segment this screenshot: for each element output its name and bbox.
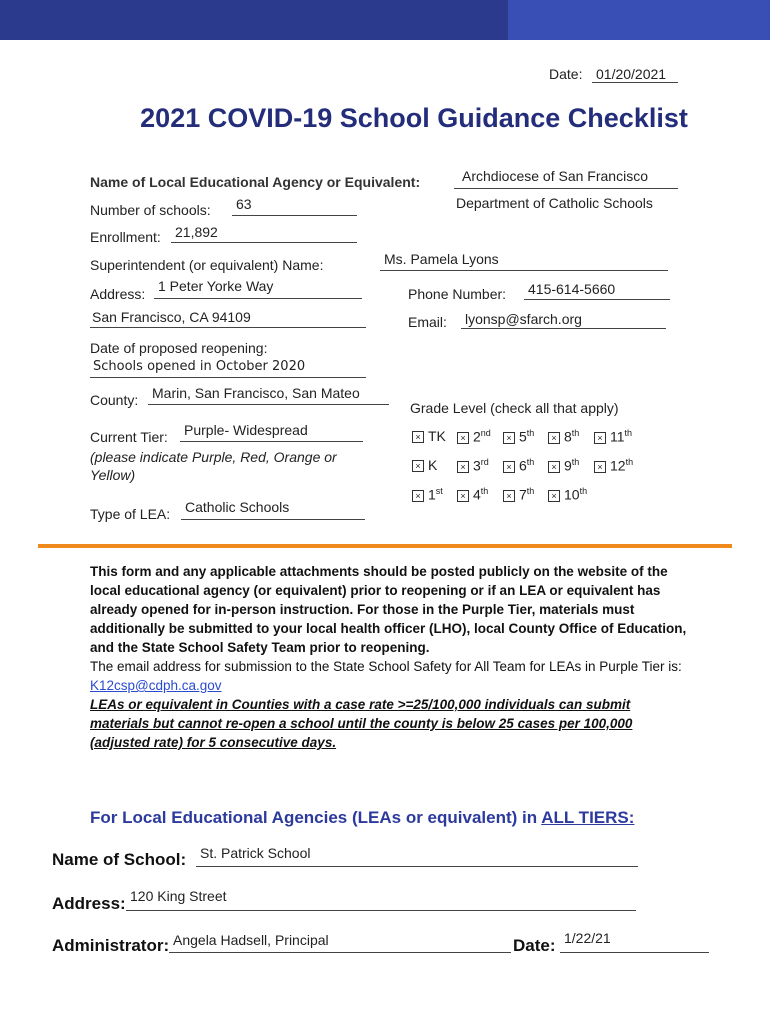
checked-box-icon: × bbox=[412, 490, 424, 502]
grade-checkbox-11th[interactable] bbox=[594, 428, 632, 445]
grade-checkbox-7th[interactable] bbox=[503, 486, 534, 503]
grade-checkbox-4th[interactable] bbox=[457, 486, 488, 503]
grade-label: 12 bbox=[610, 457, 626, 474]
grade-suffix: th bbox=[526, 428, 535, 438]
phone-label: Phone Number: bbox=[408, 286, 507, 302]
grade-checkbox-2nd[interactable] bbox=[457, 428, 491, 445]
checked-box-icon: × bbox=[548, 461, 560, 473]
notice-bold-text: This form and any applicable attachments should be posted publicly on the website of the local educational agency (or equivalent) prior to reopening or if an LEA or equivalent has already opened for in-person instruction. For those in the Purple Tier, materials must additionally be submitted to your local health officer (LHO), local County Office of Education, and the State School Safety Team prior to reopening. bbox=[90, 564, 687, 655]
reopen-line bbox=[90, 377, 366, 378]
checked-box-icon: × bbox=[457, 461, 469, 473]
section-date-line bbox=[560, 952, 709, 953]
checked-box-icon: × bbox=[548, 432, 560, 444]
grade-label: K bbox=[428, 457, 438, 473]
heading-prefix: For Local Educational Agencies (LEAs or equivalent) in bbox=[90, 808, 542, 827]
address-value-2: San Francisco, CA 94109 bbox=[92, 309, 251, 325]
checked-box-icon: × bbox=[503, 461, 515, 473]
checked-box-icon: × bbox=[412, 431, 424, 443]
section-date-label: Date: bbox=[513, 936, 556, 955]
date-label: Date: bbox=[549, 66, 583, 82]
grade-checkbox-1st[interactable] bbox=[412, 486, 443, 503]
email-label: Email: bbox=[408, 314, 447, 330]
enrollment-line bbox=[171, 242, 357, 243]
grade-label: 10 bbox=[564, 486, 580, 503]
tier-value: Purple- Widespread bbox=[184, 422, 308, 438]
lea-value-2: Department of Catholic Schools bbox=[456, 195, 653, 211]
notice-emphasis-text: LEAs or equivalent in Counties with a case rate >=25/100,000 individuals can submit materials but cannot re-open a school until the county is below 25 cases per 100,000 (adjusted rate) for 5 consecutive days. bbox=[90, 697, 633, 750]
grade-checkbox-3rd[interactable] bbox=[457, 457, 489, 474]
checked-box-icon: × bbox=[503, 432, 515, 444]
phone-value: 415-614-5660 bbox=[528, 281, 616, 297]
heading-underlined: ALL TIERS: bbox=[541, 808, 635, 827]
grade-label: 9 bbox=[564, 457, 572, 474]
grade-label: 11 bbox=[610, 428, 625, 445]
grade-suffix: th bbox=[526, 486, 535, 496]
section-address-label: Address: bbox=[52, 894, 126, 913]
superintendent-line bbox=[380, 270, 668, 271]
superintendent-value: Ms. Pamela Lyons bbox=[384, 251, 499, 267]
enrollment-value: 21,892 bbox=[175, 224, 218, 240]
lea-label: Name of Local Educational Agency or Equivalent: bbox=[90, 174, 421, 190]
grade-checkbox-6th[interactable] bbox=[503, 457, 534, 474]
notice-block bbox=[90, 562, 690, 752]
reopen-label: Date of proposed reopening: bbox=[90, 340, 268, 356]
grade-suffix: th bbox=[579, 486, 588, 496]
administrator-value: Angela Hadsell, Principal bbox=[173, 932, 329, 948]
lea-type-label: Type of LEA: bbox=[90, 506, 171, 522]
grade-suffix: th bbox=[625, 457, 634, 467]
grade-label: 7 bbox=[519, 486, 527, 503]
lea-type-line bbox=[181, 519, 365, 520]
tier-hint-2: Yellow) bbox=[90, 467, 136, 483]
section-address-line bbox=[126, 910, 636, 911]
grade-label: 5 bbox=[519, 428, 527, 445]
county-line bbox=[148, 404, 389, 405]
lea-type-value: Catholic Schools bbox=[185, 499, 290, 515]
address-line-1 bbox=[154, 298, 362, 299]
schools-label: Number of schools: bbox=[90, 202, 211, 218]
tier-hint-1: (please indicate Purple, Red, Orange or bbox=[90, 449, 337, 465]
grade-checkbox-9th[interactable] bbox=[548, 457, 579, 474]
county-value: Marin, San Francisco, San Mateo bbox=[152, 385, 360, 401]
grade-suffix: th bbox=[571, 457, 580, 467]
grade-label: 4 bbox=[473, 486, 481, 503]
grade-suffix: nd bbox=[480, 428, 491, 438]
grade-checkbox-8th[interactable] bbox=[548, 428, 579, 445]
grade-label: 6 bbox=[519, 457, 527, 474]
email-value: lyonsp@sfarch.org bbox=[465, 311, 582, 327]
notice-normal-text: The email address for submission to the State School Safety for All Team for LEAs in Purple Tier is: bbox=[90, 659, 682, 674]
grade-checkbox-10th[interactable] bbox=[548, 486, 587, 503]
submission-email-link[interactable]: K12csp@cdph.ca.gov bbox=[90, 678, 222, 693]
grade-checkbox-5th[interactable] bbox=[503, 428, 534, 445]
grade-label: 1 bbox=[428, 486, 436, 503]
checked-box-icon: × bbox=[457, 490, 469, 502]
tier-label: Current Tier: bbox=[90, 429, 168, 445]
address-line-2 bbox=[90, 327, 366, 328]
grade-level-label: Grade Level (check all that apply) bbox=[410, 400, 619, 416]
lea-line bbox=[454, 188, 678, 189]
address-value-1: 1 Peter Yorke Way bbox=[158, 278, 274, 294]
grade-suffix: th bbox=[624, 428, 633, 438]
county-label: County: bbox=[90, 392, 139, 408]
all-tiers-heading bbox=[90, 808, 634, 828]
grade-checkbox-tk[interactable] bbox=[412, 428, 446, 444]
school-line bbox=[196, 866, 638, 867]
grade-suffix: th bbox=[480, 486, 489, 496]
administrator-label: Administrator: bbox=[52, 936, 170, 955]
superintendent-label: Superintendent (or equivalent) Name: bbox=[90, 257, 324, 273]
grade-suffix: rd bbox=[480, 457, 489, 467]
grade-suffix: th bbox=[526, 457, 535, 467]
checked-box-icon: × bbox=[594, 432, 606, 444]
lea-value-1: Archdiocese of San Francisco bbox=[462, 168, 648, 184]
phone-line bbox=[524, 299, 670, 300]
grade-checkbox-12th[interactable] bbox=[594, 457, 633, 474]
grade-label: 3 bbox=[473, 457, 481, 474]
grade-suffix: th bbox=[571, 428, 580, 438]
checked-box-icon: × bbox=[412, 460, 424, 472]
grade-label: 8 bbox=[564, 428, 572, 445]
address-label: Address: bbox=[90, 286, 146, 302]
page-title: 2021 COVID-19 School Guidance Checklist bbox=[140, 103, 688, 133]
reopen-value: Schools opened in October 2020 bbox=[93, 359, 306, 374]
grade-suffix: st bbox=[435, 486, 443, 496]
grade-label: 2 bbox=[473, 428, 481, 445]
school-value: St. Patrick School bbox=[200, 845, 311, 861]
grade-checkbox-k[interactable] bbox=[412, 457, 437, 473]
date-value: 01/20/2021 bbox=[596, 66, 667, 82]
section-divider bbox=[38, 544, 732, 548]
schools-line bbox=[232, 215, 357, 216]
email-line bbox=[461, 328, 666, 329]
checked-box-icon: × bbox=[503, 490, 515, 502]
checked-box-icon: × bbox=[548, 490, 560, 502]
school-label: Name of School: bbox=[52, 850, 187, 869]
tier-line bbox=[180, 441, 363, 442]
administrator-line bbox=[169, 952, 511, 953]
checked-box-icon: × bbox=[457, 432, 469, 444]
checked-box-icon: × bbox=[594, 461, 606, 473]
schools-value: 63 bbox=[236, 196, 252, 212]
header-banner-accent bbox=[508, 0, 770, 40]
date-line bbox=[592, 82, 678, 83]
enrollment-label: Enrollment: bbox=[90, 229, 161, 245]
section-date-value: 1/22/21 bbox=[564, 930, 611, 946]
section-address-value: 120 King Street bbox=[130, 888, 227, 904]
grade-label: TK bbox=[428, 428, 446, 444]
